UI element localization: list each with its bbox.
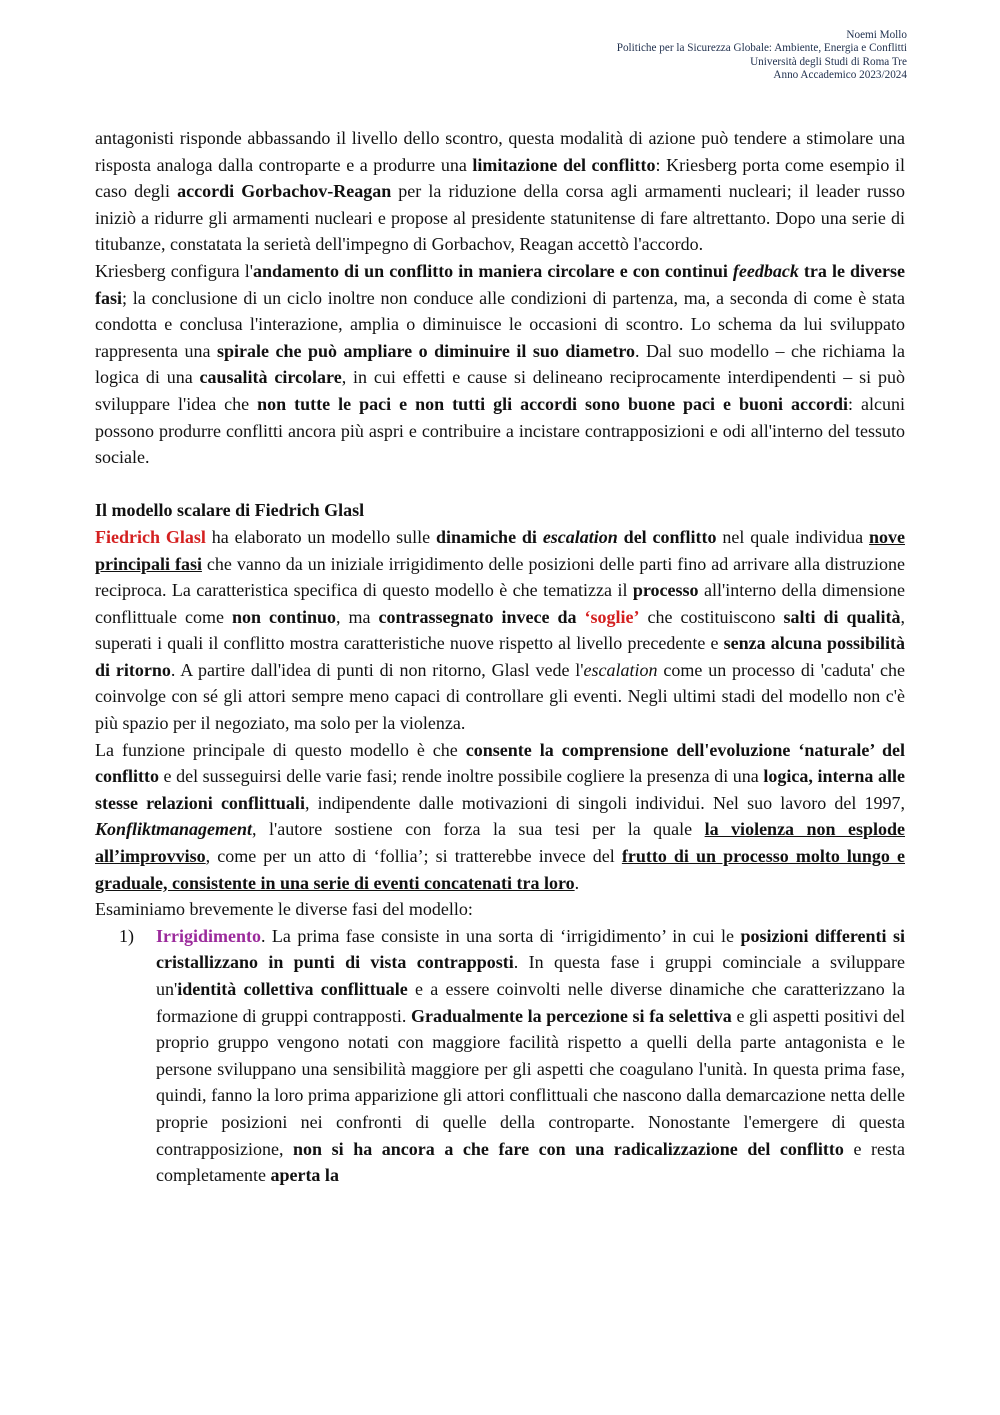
text-run: . In questa fase i gruppi cominciale a sviluppare un': [156, 952, 905, 999]
header-university: Università degli Studi di Roma Tre: [750, 55, 907, 68]
paragraph-gap: [95, 471, 905, 498]
text-run: come un processo di 'caduta' che coinvolge con sé gli attori sempre meno capaci di controllare gli eventi. Negli ultimi stadi del modello non c'è più spazio per il negoziato, ma solo per la violenza.: [95, 659, 905, 734]
text-run: . A partire dall'idea di punti di non ritorno, Glasl vede l': [170, 659, 584, 680]
text-run: e resta completamente: [156, 1138, 905, 1186]
text-run: all'interno della dimensione conflittuale come: [95, 580, 905, 627]
bold-underlined-run: frutto di un processo molto lungo e graduale, consistente in una serie di eventi concatenati tra loro: [95, 846, 905, 893]
text-run: . La prima fase consiste in una sorta di ‘irrigidimento’ in cui le: [261, 925, 741, 946]
red-bold-run: ‘soglie’: [584, 606, 640, 627]
text-run: [576, 607, 584, 627]
document-body: [95, 125, 905, 1189]
text-run: La funzione principale di questo modello è che: [95, 739, 466, 760]
bold-underlined-run: nove principali fasi: [95, 526, 905, 574]
list-number: 1): [119, 925, 134, 946]
text-run: nel quale individua: [716, 526, 869, 547]
phases-list: [95, 923, 905, 1189]
text-run: antagonisti risponde abbassando il livello dello scontro, questa modalità di azione può tendere a stimolare una risposta analoga dalla controparte e a produrre una: [95, 128, 905, 175]
bold-run: non si ha ancora a che fare con una radicalizzazione del conflitto: [293, 1138, 844, 1159]
bold-run: contrassegnato invece da: [378, 606, 577, 627]
italic-run: escalation: [583, 659, 658, 680]
bold-run: causalità circolare: [199, 367, 342, 388]
bold-run: tra le diverse fasi: [95, 260, 906, 308]
bold-run: accordi Gorbachov-Reagan: [177, 181, 392, 202]
text-run: ha elaborato un modello sulle: [205, 526, 437, 547]
text-run: ; la conclusione di un ciclo inoltre non conduce alle condizioni di partenza, ma, a seconda di come è stata condotta e conclusa l'interazione, amplia o diminuisce le occasioni di scontro. Lo schema da lui sviluppato rappresenta una: [95, 287, 905, 361]
bold-run: senza alcuna possibilità di ritorno: [95, 633, 905, 680]
bold-run: consente la comprensione dell'evoluzione ‘naturale’ del conflitto: [95, 739, 905, 787]
bold-run: salti di qualità: [783, 606, 901, 627]
bold-italic-run: escalation: [542, 526, 618, 547]
bold-underlined-run: la violenza non esplode all’improvviso: [95, 819, 905, 867]
paragraph-phases-intro: Esaminiamo brevemente le diverse fasi del modello:: [95, 899, 473, 920]
text-run: : Kriesberg porta come esempio il caso degli: [95, 154, 906, 202]
bold-run: aperta la: [270, 1165, 339, 1186]
text-run: , in cui effetti e cause si delineano reciprocamente interdipendenti – si può sviluppare l'idea che: [95, 367, 905, 414]
text-run: .: [574, 872, 580, 893]
section-heading: Il modello scalare di Fiedrich Glasl: [95, 500, 365, 521]
bold-run: logica, interna alle stesse relazioni conflittuali: [95, 766, 905, 813]
bold-run: non continuo: [231, 606, 336, 627]
bold-italic-run: feedback: [732, 260, 799, 281]
list-item: [95, 923, 905, 1189]
text-run: e a essere coinvolti nelle diverse dinamiche che caratterizzano la formazione di gruppi contrapposti.: [156, 979, 905, 1026]
paragraph-kriesberg-circular: [95, 258, 905, 471]
bold-run: dinamiche di: [436, 526, 543, 547]
bold-run: limitazione del conflitto: [472, 154, 656, 175]
bold-run: posizioni differenti si cristallizzano in punti di vista contrapposti: [156, 925, 905, 973]
text-run: , ma: [336, 606, 379, 627]
text-run: Kriesberg configura l': [95, 260, 253, 281]
text-run: che costituiscono: [639, 606, 784, 627]
header-course: Politiche per la Sicurezza Globale: Ambiente, Energia e Conflitti: [616, 42, 907, 55]
text-run: . Dal suo modello – che richiama la logica di una: [95, 340, 905, 388]
bold-run: andamento di un conflitto in maniera circolare e con continui: [252, 260, 733, 281]
paragraph-glasl-model: [95, 524, 905, 737]
header-academic-year: Anno Accademico 2023/2024: [773, 69, 907, 82]
text-run: , indipendente dalle motivazioni di singoli individui. Nel suo lavoro del 1997,: [304, 792, 906, 813]
text-run: e del susseguirsi delle varie fasi; rende inoltre possibile cogliere la presenza di una: [158, 766, 764, 787]
author-name-highlight: Fiedrich Glasl: [95, 526, 206, 547]
bold-run: processo: [632, 580, 699, 601]
bold-run: identità collettiva conflittuale: [177, 979, 408, 999]
bold-run: Gradualmente la percezione si fa selettiva: [411, 1005, 732, 1026]
bold-run: del conflitto: [617, 526, 717, 547]
header-author: Noemi Mollo: [846, 29, 907, 41]
bold-run: non tutte le paci e non tutti gli accordi sono buone paci e buoni accordi: [257, 393, 849, 414]
text-run: e gli aspetti positivi del proprio gruppo vengono notati con maggiore facilità rispetto a quelli della parte antagonista e le persone sviluppano una sensibilità maggiore per gli aspetti che coagulano l'unità. In questa prima fase, quindi, fanno la loro prima apparizione gli attori conflittuali che nascono dalla demarcazione netta delle proprie posizioni nei confronti di quelle della controparte. Nonostante l'emergere di questa contrapposizione,: [156, 1005, 905, 1159]
phase-title: Irrigidimento: [156, 925, 261, 946]
text-run: , come per un atto di ‘follia’; si tratterebbe invece del: [205, 846, 622, 867]
bold-italic-run: Konfliktmanagement: [95, 819, 253, 840]
text-run: per la riduzione della corsa agli armamenti nucleari; il leader russo iniziò a ridurre gli armamenti nucleari e propose al presidente statunitense di fare altrettanto. Dopo una serie di titubanze, constatata la serietà dell'impegno di Gorbachov, Reagan accettò l'accordo.: [95, 181, 905, 255]
text-run: che vanno da un iniziale irrigidimento delle posizioni delle parti fino ad arrivare alla distruzione reciproca. La caratteristica specifica di questo modello è che tematizza il: [95, 553, 905, 601]
page-header: [617, 29, 907, 83]
bold-run: spirale che può ampliare o diminuire il suo diametro: [216, 340, 636, 361]
text-run: , superati i quali il conflitto mostra caratteristiche nuove rispetto al livello precedente e: [95, 606, 906, 654]
text-run: : alcuni possono produrre conflitti ancora più aspri e contribuire a incistare contrapposizioni e odi all'interno del tessuto sociale.: [95, 393, 906, 468]
paragraph-kriesberg-limitation: [95, 125, 905, 258]
text-run: , l'autore sostiene con forza la sua tesi per la quale: [252, 819, 705, 840]
paragraph-model-function: [95, 737, 905, 897]
